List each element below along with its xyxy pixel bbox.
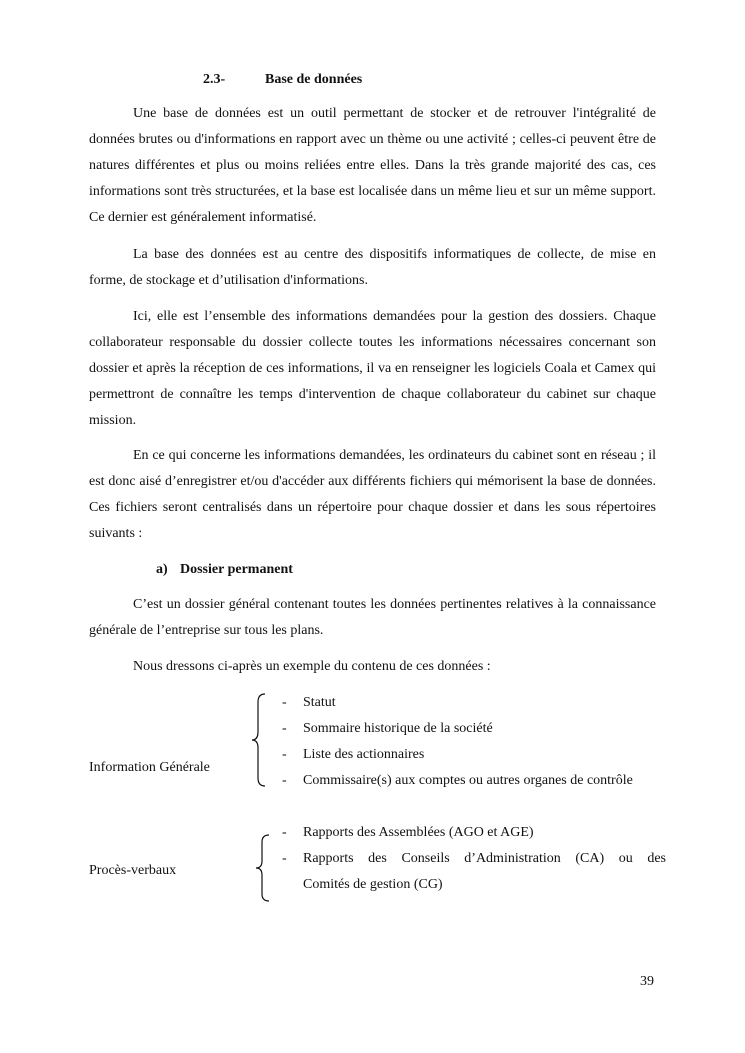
- paragraph-5: [89, 592, 656, 644]
- list-item-text: Rapports des Assemblées (AGO et AGE): [303, 825, 534, 840]
- paragraph-3-text: Ici, elle est l’ensemble des informations demandées pour la gestion des dossiers. Chaque collaborateur responsable du dossier collecte toutes les informations nécessaires concernant son dossier et après la réception de ces informations, il va en renseigner les logiciels Coala et Camex qui permettront de connaître les temps d'intervention de chaque collaborateur du cabinet sur chaque mission.: [89, 309, 656, 428]
- list-item-continuation: Comités de gestion (CG): [303, 877, 443, 892]
- list-item-text: Commissaire(s) aux comptes ou autres organes de contrôle: [303, 773, 633, 788]
- list-dash: -: [282, 773, 287, 788]
- section-title: [203, 72, 362, 88]
- list-dash: -: [282, 721, 287, 736]
- list-dash: -: [282, 825, 287, 840]
- paragraph-3: [89, 304, 656, 434]
- list-item-text: Sommaire historique de la société: [303, 721, 493, 736]
- list-dash: -: [282, 747, 287, 762]
- paragraph-2-text: La base des données est au centre des dispositifs informatiques de collecte, de mise en forme, de stockage et d’utilisation d'informations.: [89, 247, 656, 288]
- section-title-text: Base de données: [265, 72, 363, 87]
- list-item: [282, 825, 534, 841]
- paragraph-4: [89, 443, 656, 547]
- list-item: [282, 721, 493, 737]
- list-item: [282, 695, 336, 711]
- list-item: [282, 851, 666, 867]
- paragraph-1-text: Une base de données est un outil permettant de stocker et de retrouver l'intégralité de données brutes ou d'informations en rapport avec un thème ou une activité ; celles-ci peuvent être de natures différentes et plus ou moins reliées entre elles. Dans la très grande majorité des cas, ces informations sont très structurées, et la base est localisée dans un même lieu et sur un même support. Ce dernier est généralement informatisé.: [89, 106, 656, 225]
- subsection-heading: [156, 562, 293, 578]
- list-dash: -: [282, 695, 287, 710]
- paragraph-6-text: Nous dressons ci-après un exemple du contenu de ces données :: [133, 659, 491, 674]
- subsection-title: Dossier permanent: [180, 562, 293, 577]
- subsection-label: a): [156, 562, 168, 577]
- paragraph-6: [89, 654, 656, 680]
- section-number: 2.3-: [203, 72, 226, 87]
- paragraph-2: [89, 242, 656, 294]
- list-item-text: Statut: [303, 695, 336, 710]
- list-item-text: Liste des actionnaires: [303, 747, 425, 762]
- paragraph-5-text: C’est un dossier général contenant toutes les données pertinentes relatives à la connaissance générale de l’entreprise sur tous les plans.: [89, 597, 656, 638]
- list-dash: -: [282, 851, 287, 866]
- list-item-text: Rapports des Conseils d’Administration (CA) ou des: [303, 851, 666, 866]
- group-label-information-generale: Information Générale: [89, 760, 210, 775]
- curly-brace-icon: [250, 692, 268, 788]
- paragraph-1: [89, 101, 656, 231]
- list-item: [282, 747, 424, 763]
- group-label-proces-verbaux: Procès-verbaux: [89, 863, 177, 878]
- page-number: 39: [640, 974, 654, 989]
- curly-brace-icon: [254, 833, 272, 903]
- list-item: [282, 773, 633, 789]
- paragraph-4-text: En ce qui concerne les informations demandées, les ordinateurs du cabinet sont en réseau ; il est donc aisé d’enregistrer et/ou d'accéder aux différents fichiers qui mémorisent la base de données. Ces fichiers seront centralisés dans un répertoire pour chaque dossier et dans les sous répertoires suivants :: [89, 448, 656, 541]
